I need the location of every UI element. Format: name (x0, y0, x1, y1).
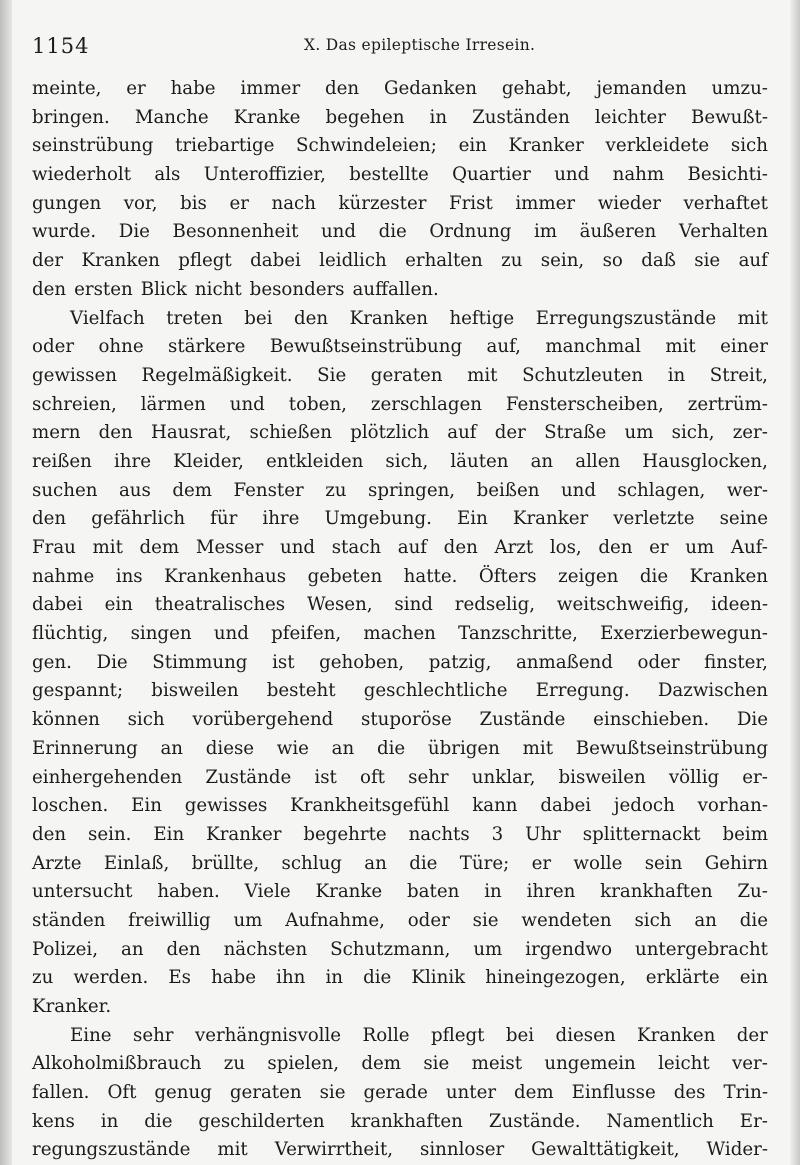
text-line: Vielfach treten bei den Kranken heftige Erregungszustände mit (70, 307, 768, 329)
text-line: der Kranken pflegt dabei leidlich erhalten zu sein, so daß sie auf (32, 250, 768, 272)
scan-edge-left (0, 0, 12, 1165)
text-line: können sich vorübergehend stuporöse Zustände einschieben. Die (32, 709, 768, 731)
text-line: oder ohne stärkere Bewußtseinstrübung auf, manchmal mit einer (32, 336, 768, 358)
text-line: den sein. Ein Kranker begehrte nachts 3 Uhr splitternackt beim (32, 823, 768, 845)
text-line: seinstrübung triebartige Schwindeleien; ein Kranker verkleidete sich (32, 135, 768, 157)
text-line: gewissen Regelmäßigkeit. Sie geraten mit Schutzleuten in Streit, (32, 364, 768, 386)
text-line: Erinnerung an diese wie an die übrigen mit Bewußtseinstrübung (32, 737, 768, 759)
body-text (32, 75, 768, 1165)
text-line: untersucht haben. Viele Kranke baten in ihren krankhaften Zu- (32, 881, 768, 903)
page-number: 1154 (32, 34, 90, 58)
scan-edge-right (790, 0, 800, 1165)
text-line: ständen freiwillig um Aufnahme, oder sie wendeten sich an die (32, 909, 768, 931)
text-line: wiederholt als Unteroffizier, bestellte Quartier und nahm Besichti- (32, 164, 768, 186)
text-line: nahme ins Krankenhaus gebeten hatte. Öfters zeigen die Kranken (32, 565, 768, 587)
text-line: Kranker. (32, 996, 112, 1017)
text-line: bringen. Manche Kranke begehen in Zuständen leichter Bewußt- (32, 106, 768, 128)
text-line: flüchtig, singen und pfeifen, machen Tanzschritte, Exerzierbewegun- (32, 623, 768, 645)
text-line: gungen vor, bis er nach kürzester Frist immer wieder verhaftet (32, 192, 768, 214)
text-line: den ersten Blick nicht besonders auffallen. (32, 278, 439, 300)
text-line: loschen. Ein gewisses Krankheitsgefühl kann dabei jedoch vorhan- (32, 795, 768, 817)
text-line: Eine sehr verhängnisvolle Rolle pflegt bei diesen Kranken der (70, 1024, 768, 1046)
text-line: kens in die geschilderten krankhaften Zustände. Namentlich Er- (32, 1110, 768, 1132)
running-head: X. Das epileptische Irresein. (304, 36, 536, 54)
text-line: dabei ein theatralisches Wesen, sind redselig, weitschweifig, ideen- (32, 594, 768, 616)
text-line: einhergehenden Zustände ist oft sehr unklar, bisweilen völlig er- (32, 766, 768, 788)
text-line: mern den Hausrat, schießen plötzlich auf der Straße um sich, zer- (32, 422, 768, 444)
text-line: Alkoholmißbrauch zu spielen, dem sie meist ungemein leicht ver- (32, 1053, 768, 1075)
text-line: regungszustände mit Verwirrtheit, sinnloser Gewalttätigkeit, Wider- (32, 1139, 768, 1161)
text-line: meinte, er habe immer den Gedanken gehabt, jemanden umzu- (32, 78, 768, 99)
text-line: Arzte Einlaß, brüllte, schlug an die Türe; er wolle sein Gehirn (32, 852, 768, 874)
text-line: fallen. Oft genug geraten sie gerade unter dem Einflusse des Trin- (32, 1082, 768, 1104)
text-line: Polizei, an den nächsten Schutzmann, um irgendwo untergebracht (32, 938, 768, 960)
text-line: den gefährlich für ihre Umgebung. Ein Kranker verletzte seine (32, 508, 768, 530)
text-line: Frau mit dem Messer und stach auf den Arzt los, den er um Auf- (32, 537, 768, 558)
page-header (32, 34, 768, 58)
text-line: wurde. Die Besonnenheit und die Ordnung im äußeren Verhalten (32, 221, 768, 243)
text-line: schreien, lärmen und toben, zerschlagen Fensterscheiben, zertrüm- (32, 393, 768, 415)
text-line: zu werden. Es habe ihn in die Klinik hineingezogen, erklärte ein (32, 967, 768, 989)
text-line: gespannt; bisweilen besteht geschlechtliche Erregung. Dazwischen (32, 680, 768, 702)
text-line: suchen aus dem Fenster zu springen, beißen und schlagen, wer- (32, 479, 768, 501)
text-line: reißen ihre Kleider, entkleiden sich, läuten an allen Hausglocken, (32, 450, 768, 472)
text-line: gen. Die Stimmung ist gehoben, patzig, anmaßend oder finster, (32, 651, 768, 673)
